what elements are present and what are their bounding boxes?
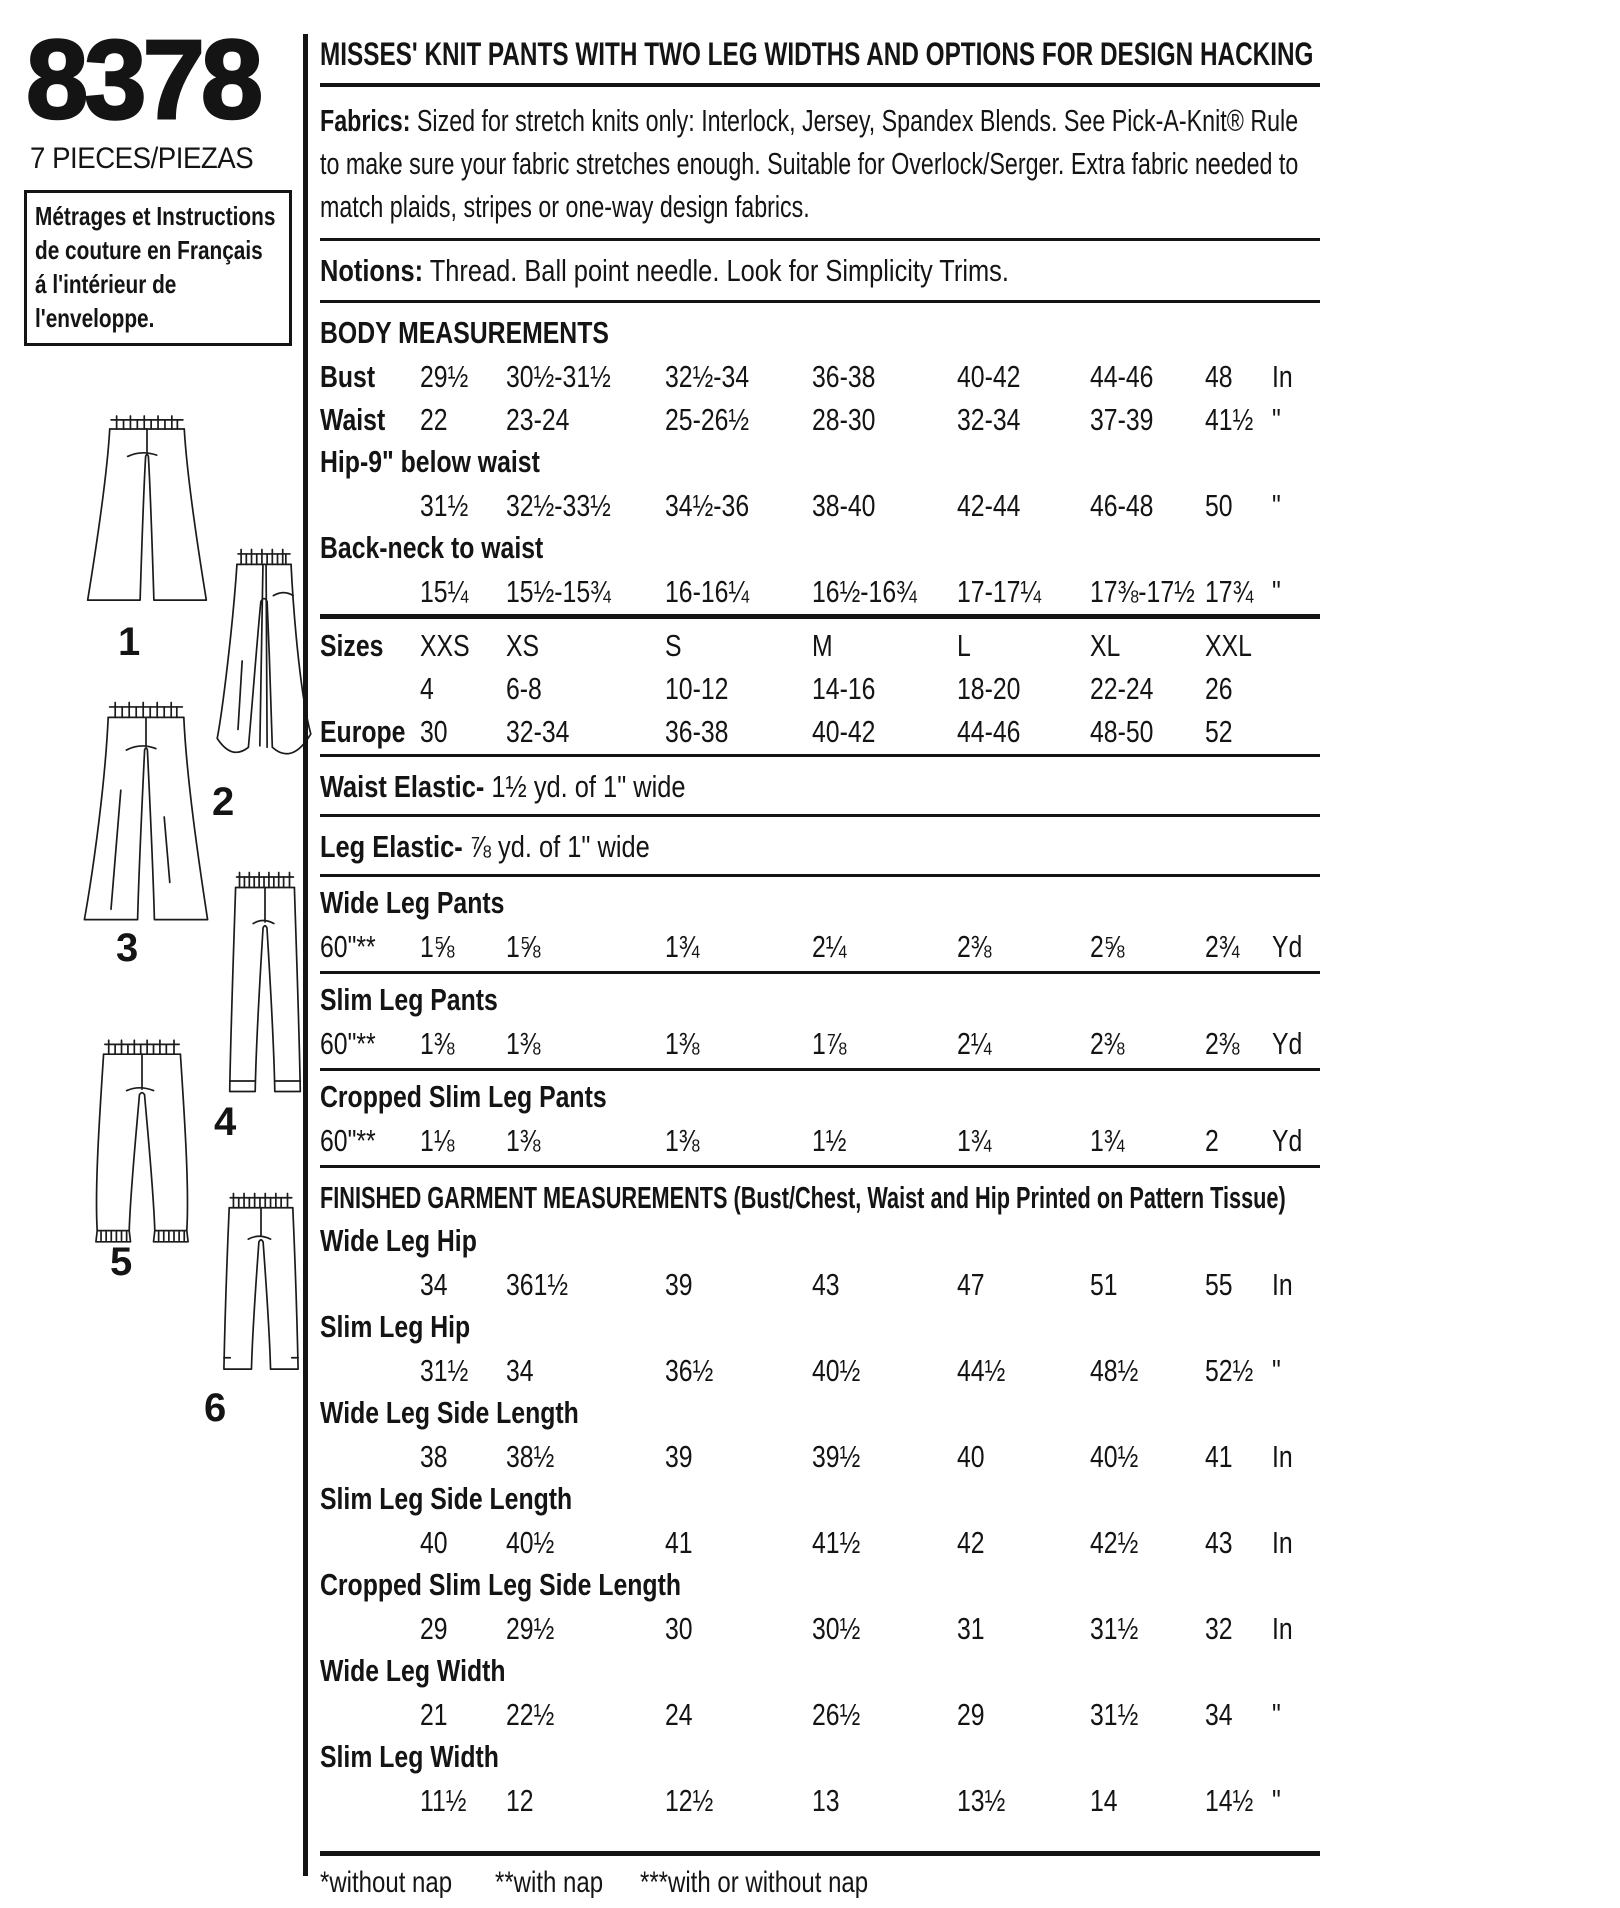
- cell: 34: [420, 1267, 448, 1302]
- cell: 22: [420, 402, 448, 437]
- finished-garment-table: [320, 1219, 1320, 1821]
- pants-view-4-drawing: [216, 868, 314, 1108]
- view-3-number: 3: [116, 926, 139, 970]
- row-label: Europe: [320, 714, 406, 749]
- french-note-line: á l'intérieur de: [35, 269, 177, 299]
- leg-elastic-line: [320, 817, 1320, 877]
- measure-row: [320, 397, 1320, 440]
- yardage-heading-row: [320, 1075, 1320, 1118]
- measure-row-label: [320, 526, 1320, 569]
- waist-elastic-label: Waist Elastic-: [320, 769, 485, 804]
- cell: 38-40: [812, 488, 876, 523]
- cell: 16½-16¾: [812, 574, 917, 609]
- cell: 36-38: [665, 714, 729, 749]
- cell: 41: [1205, 1439, 1233, 1474]
- cell: 36½: [665, 1353, 714, 1388]
- body-measurements-table: [320, 354, 1320, 619]
- body-measurements-heading: BODY MEASUREMENTS: [320, 315, 609, 350]
- cell: 2⅜: [1205, 1026, 1240, 1061]
- finished-row: [320, 1348, 1320, 1391]
- cell: 31½: [1090, 1697, 1139, 1732]
- cell: 39: [665, 1439, 693, 1474]
- cell: 32½-33½: [506, 488, 611, 523]
- cell: 11½: [420, 1783, 467, 1818]
- cell: 1⅞: [812, 1026, 847, 1061]
- cell: 48-50: [1090, 714, 1154, 749]
- cell: 30½: [812, 1611, 861, 1646]
- row-label: Bust: [320, 359, 376, 394]
- cell: 2: [1205, 1123, 1219, 1158]
- finished-row: [320, 1262, 1320, 1305]
- cell: 32-34: [506, 714, 570, 749]
- cell: 29: [957, 1697, 985, 1732]
- measure-row-label: [320, 440, 1320, 483]
- notions-text: [320, 249, 1009, 292]
- cell: 2¾: [1205, 929, 1240, 964]
- footnote-item: *without nap: [320, 1866, 453, 1899]
- waist-elastic-value: 1½ yd. of 1" wide: [491, 769, 686, 804]
- cell: 40-42: [957, 359, 1021, 394]
- cell: XS: [506, 628, 540, 663]
- cell: 2⅝: [1090, 929, 1125, 964]
- cell: 4: [420, 671, 434, 706]
- unit-cell: Yd: [1272, 1123, 1303, 1158]
- yardage-row: [320, 924, 1320, 967]
- sizes-table: [320, 619, 1320, 757]
- cell: 32-34: [957, 402, 1021, 437]
- french-note-line: l'enveloppe.: [35, 303, 155, 333]
- finished-row-label: [320, 1735, 1320, 1778]
- unit-cell: Yd: [1272, 929, 1303, 964]
- fabrics-body: Sized for stretch knits only: Interlock, Jersey, Spandex Blends. See Pick-A-Knit® Rule to make sure your fabric stretches enough. Suitable for Overlock/Serger. Extra fabric needed to match plaids, stripes or one-way design fabrics.: [320, 103, 1299, 224]
- row-label: Sizes: [320, 628, 384, 663]
- cell: 48: [1205, 359, 1233, 394]
- cell: 30½-31½: [506, 359, 611, 394]
- pants-view-5-drawing: [78, 1036, 206, 1260]
- cell: 44-46: [1090, 359, 1154, 394]
- unit-cell: In: [1272, 359, 1293, 394]
- cell: 42: [957, 1525, 985, 1560]
- cell: 29½: [506, 1611, 555, 1646]
- cell: 26: [1205, 671, 1233, 706]
- yardage-heading-row: [320, 978, 1320, 1021]
- footnotes: [320, 1856, 1320, 1900]
- view-2-number: 2: [212, 780, 235, 824]
- yardage-row: [320, 1118, 1320, 1161]
- cell: 52: [1205, 714, 1233, 749]
- yardage-heading-row: [320, 881, 1320, 924]
- section-label: Wide Leg Width: [320, 1653, 506, 1688]
- finished-row-label: [320, 1305, 1320, 1348]
- cell: 13: [812, 1783, 840, 1818]
- leg-elastic-text: [320, 825, 650, 868]
- cell: 361½: [506, 1267, 569, 1302]
- cell: 40: [957, 1439, 985, 1474]
- unit-cell: ": [1272, 574, 1281, 609]
- cell: S: [665, 628, 682, 663]
- cell: XXS: [420, 628, 470, 663]
- cell: 2⅜: [957, 929, 992, 964]
- cell: 2¼: [957, 1026, 992, 1061]
- cropped-pants-icon: [208, 1192, 314, 1392]
- cell: 40½: [506, 1525, 555, 1560]
- cell: 1⅜: [506, 1123, 541, 1158]
- view-6-number: 6: [204, 1386, 227, 1430]
- yardage-heading: Cropped Slim Leg Pants: [320, 1079, 607, 1114]
- cell: 17-17¼: [957, 574, 1042, 609]
- fabrics-text: [320, 99, 1318, 228]
- view-1-number: 1: [118, 620, 141, 664]
- cell: 21: [420, 1697, 448, 1732]
- cell: 1⅛: [420, 1123, 455, 1158]
- cell: 29: [420, 1611, 448, 1646]
- row-label: Waist: [320, 402, 386, 437]
- section-label: Slim Leg Width: [320, 1739, 499, 1774]
- fabrics-section: [320, 87, 1320, 241]
- cell: 1⅜: [420, 1026, 455, 1061]
- cell: 36-38: [812, 359, 876, 394]
- waist-elastic-text: [320, 765, 686, 808]
- cell: 43: [1205, 1525, 1233, 1560]
- cell: 26½: [812, 1697, 861, 1732]
- footnote-item: **with nap: [495, 1866, 604, 1899]
- section-label: Slim Leg Hip: [320, 1309, 471, 1344]
- cell: 1¾: [1090, 1123, 1125, 1158]
- cell: 39: [665, 1267, 693, 1302]
- unit-cell: In: [1272, 1439, 1293, 1474]
- cell: 18-20: [957, 671, 1021, 706]
- french-note-line: Métrages et Instructions: [35, 201, 276, 231]
- finished-row-label: [320, 1563, 1320, 1606]
- section-label: Wide Leg Hip: [320, 1223, 477, 1258]
- cell: 43: [812, 1267, 840, 1302]
- finished-row-label: [320, 1477, 1320, 1520]
- cell: 15¼: [420, 574, 469, 609]
- unit-cell: ": [1272, 1697, 1281, 1732]
- sizes-numbers-row: [320, 666, 1320, 709]
- cell: 44-46: [957, 714, 1021, 749]
- title-section: [320, 30, 1320, 87]
- unit-cell: ": [1272, 402, 1281, 437]
- notions-label: Notions:: [320, 253, 424, 288]
- cell: 41½: [812, 1525, 861, 1560]
- waist-elastic-line: [320, 757, 1320, 817]
- section-label: Cropped Slim Leg Side Length: [320, 1567, 681, 1602]
- cell: L: [957, 628, 971, 663]
- cell: 32: [1205, 1611, 1233, 1646]
- cell: 14½: [1205, 1783, 1254, 1818]
- cell: 23-24: [506, 402, 570, 437]
- cell: 55: [1205, 1267, 1233, 1302]
- pants-view-6-drawing: [208, 1192, 314, 1392]
- unit-cell: ": [1272, 488, 1281, 523]
- slim-leg-yardage-section: [320, 974, 1320, 1071]
- cell: 40½: [1090, 1439, 1139, 1474]
- cell: 12½: [665, 1783, 714, 1818]
- cell: 14: [1090, 1783, 1118, 1818]
- cell: 1⅝: [506, 929, 541, 964]
- cell: 15½-15¾: [506, 574, 611, 609]
- pants-view-1-drawing: [78, 412, 216, 608]
- cell: 34: [506, 1353, 534, 1388]
- cell: 31½: [420, 488, 469, 523]
- cell: 40½: [812, 1353, 861, 1388]
- cell: 2⅜: [1090, 1026, 1125, 1061]
- section-label: Hip-9" below waist: [320, 444, 540, 479]
- cell: 17¾: [1205, 574, 1254, 609]
- sizes-row: [320, 623, 1320, 666]
- pants-view-3-drawing: [76, 698, 216, 936]
- unit-cell: Yd: [1272, 1026, 1303, 1061]
- measure-row: [320, 354, 1320, 397]
- wide-leg-yardage-section: [320, 877, 1320, 974]
- section-label: Slim Leg Side Length: [320, 1481, 573, 1516]
- cropped-slim-leg-yardage-section: [320, 1071, 1320, 1168]
- cell: 1¾: [665, 929, 700, 964]
- cell: 10-12: [665, 671, 729, 706]
- cell: 1⅜: [665, 1026, 700, 1061]
- unit-cell: In: [1272, 1611, 1293, 1646]
- measure-row: [320, 483, 1320, 526]
- yardage-heading: Slim Leg Pants: [320, 982, 498, 1017]
- cell: 22-24: [1090, 671, 1154, 706]
- finished-row: [320, 1520, 1320, 1563]
- cell: 51: [1090, 1267, 1118, 1302]
- finished-row: [320, 1778, 1320, 1821]
- cell: 41½: [1205, 402, 1254, 437]
- yardage-heading: Wide Leg Pants: [320, 885, 505, 920]
- finished-row: [320, 1692, 1320, 1735]
- cell: 17⅜-17½: [1090, 574, 1195, 609]
- cell: 32½-34: [665, 359, 750, 394]
- cell: 50: [1205, 488, 1233, 523]
- finished-garment-heading: FINISHED GARMENT MEASUREMENTS (Bust/Chest, Waist and Hip Printed on Pattern Tissue): [320, 1180, 1286, 1215]
- cell: 52½: [1205, 1353, 1254, 1388]
- leg-elastic-label: Leg Elastic-: [320, 829, 463, 864]
- slim-leg-pants-icon: [216, 868, 314, 1108]
- flared-pants-icon: [76, 698, 216, 936]
- footnote-item: ***with or without nap: [640, 1866, 869, 1899]
- row-label: 60"**: [320, 1026, 376, 1061]
- cell: 40: [420, 1525, 448, 1560]
- cell: 41: [665, 1525, 693, 1560]
- vertical-divider: [303, 34, 308, 1876]
- cell: 46-48: [1090, 488, 1154, 523]
- cell: XXL: [1205, 628, 1252, 663]
- cell: 30: [420, 714, 448, 749]
- cell: 24: [665, 1697, 693, 1732]
- yardage-row: [320, 1021, 1320, 1064]
- unit-cell: In: [1272, 1267, 1293, 1302]
- cell: 25-26½: [665, 402, 750, 437]
- measure-row: [320, 569, 1320, 612]
- cell: 22½: [506, 1697, 555, 1732]
- cell: XL: [1090, 628, 1121, 663]
- cell: 1¾: [957, 1123, 992, 1158]
- cell: 37-39: [1090, 402, 1154, 437]
- wide-leg-pants-icon: [78, 412, 216, 608]
- finished-heading-row: [320, 1168, 1320, 1219]
- cell: M: [812, 628, 833, 663]
- cell: 38½: [506, 1439, 555, 1474]
- unit-cell: ": [1272, 1353, 1281, 1388]
- finished-row: [320, 1606, 1320, 1649]
- finished-row: [320, 1434, 1320, 1477]
- cell: 31½: [420, 1353, 469, 1388]
- cell: 31: [957, 1611, 985, 1646]
- cell: 48½: [1090, 1353, 1139, 1388]
- row-label: 60"**: [320, 1123, 376, 1158]
- unit-cell: In: [1272, 1525, 1293, 1560]
- cell: 30: [665, 1611, 693, 1646]
- notions-section: [320, 241, 1320, 303]
- french-note-line: de couture en Français: [35, 235, 263, 265]
- pattern-title: MISSES' KNIT PANTS WITH TWO LEG WIDTHS AND OPTIONS FOR DESIGN HACKING: [320, 36, 1314, 72]
- cell: 38: [420, 1439, 448, 1474]
- cell: 28-30: [812, 402, 876, 437]
- cell: 29½: [420, 359, 469, 394]
- cell: 14-16: [812, 671, 876, 706]
- cell: 16-16¼: [665, 574, 750, 609]
- french-note-box: [24, 190, 292, 346]
- cell: 1½: [812, 1123, 847, 1158]
- europe-row: [320, 709, 1320, 752]
- cell: 40-42: [812, 714, 876, 749]
- body-measurements-heading-row: [320, 303, 1320, 354]
- cell: 31½: [1090, 1611, 1139, 1646]
- section-label: Back-neck to waist: [320, 530, 544, 565]
- cell: 42½: [1090, 1525, 1139, 1560]
- cell: 2¼: [812, 929, 847, 964]
- cell: 39½: [812, 1439, 861, 1474]
- cell: 44½: [957, 1353, 1006, 1388]
- wide-leg-pants-back-icon: [212, 545, 316, 783]
- pants-view-2-drawing: [212, 545, 316, 783]
- fabrics-label: Fabrics:: [320, 103, 411, 138]
- pieces-count: 7 PIECES/PIEZAS: [30, 142, 254, 175]
- finished-row-label: [320, 1391, 1320, 1434]
- finished-row-label: [320, 1219, 1320, 1262]
- cell: 12: [506, 1783, 534, 1818]
- row-label: 60"**: [320, 929, 376, 964]
- cell: 1⅜: [665, 1123, 700, 1158]
- cuffed-pants-icon: [78, 1036, 206, 1260]
- cell: 42-44: [957, 488, 1021, 523]
- leg-elastic-value: ⅞ yd. of 1" wide: [469, 829, 650, 864]
- cell: 1⅝: [420, 929, 455, 964]
- cell: 13½: [957, 1783, 1006, 1818]
- cell: 34: [1205, 1697, 1233, 1732]
- cell: 47: [957, 1267, 985, 1302]
- view-5-number: 5: [110, 1240, 133, 1284]
- notions-body: Thread. Ball point needle. Look for Simplicity Trims.: [429, 253, 1009, 288]
- view-4-number: 4: [214, 1100, 237, 1144]
- cell: 34½-36: [665, 488, 750, 523]
- unit-cell: ": [1272, 1783, 1281, 1818]
- cell: 6-8: [506, 671, 542, 706]
- cell: 1⅜: [506, 1026, 541, 1061]
- info-panel: [320, 30, 1320, 1900]
- finished-row-label: [320, 1649, 1320, 1692]
- section-label: Wide Leg Side Length: [320, 1395, 579, 1430]
- pattern-number: 8378: [26, 17, 260, 142]
